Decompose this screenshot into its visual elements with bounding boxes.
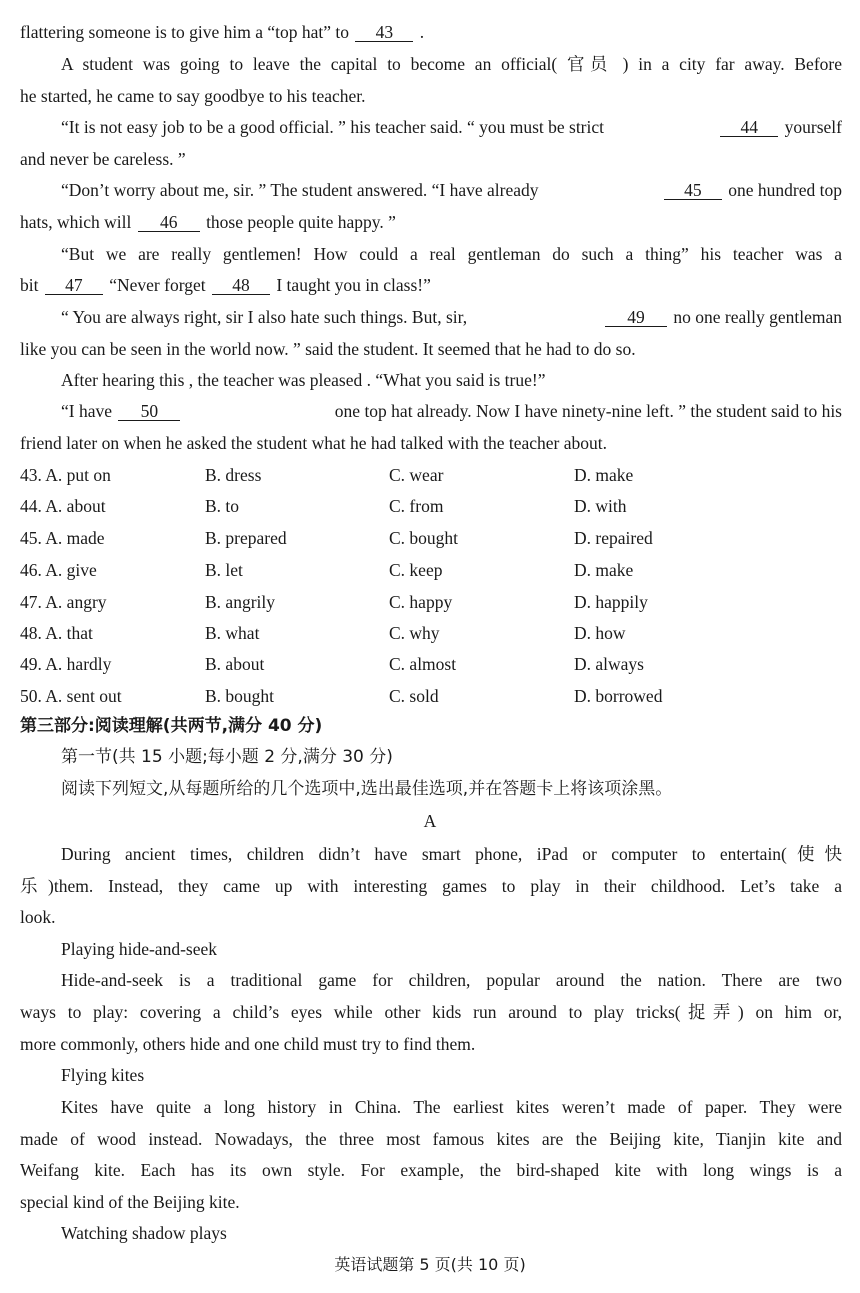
option-d: D. make [574,465,634,485]
option-c: C. why [389,623,440,643]
text-segment: “Don’t worry about me, sir. ” The student answered. “I have already [61,180,539,200]
option-row-49 [20,654,842,676]
option-row-50 [20,686,842,708]
passage-line: After hearing this , the teacher was pleased . “What you said is true!” [61,370,546,390]
option-a: 46. A. give [20,560,97,580]
text-segment: flattering someone is to give him a “top hat” to [20,22,350,42]
passage-line: look. [20,907,56,927]
option-c: C. bought [389,528,459,548]
text-segment: one top hat already. Now I have ninety-nine left. ” the student said to his [334,401,842,421]
passage-line: Hide-and-seek is a traditional game for children, popular around the nation. There are two [61,970,842,990]
text-segment: “I have [61,401,113,421]
option-c: C. keep [389,560,443,580]
blank-50: 50 [118,402,180,421]
option-a: 44. A. about [20,496,106,516]
text-segment: one hundred top [728,180,842,200]
text-segment: “It is not easy job to be a good official. ” his teacher said. “ you must be strict [61,117,605,137]
blank-48: 48 [212,276,270,295]
text-segment: bit [20,275,39,295]
passage-line: Weifang kite. Each has its own style. For example, the bird-shaped kite with long wings is a [20,1160,842,1180]
passage-subheading: Playing hide-and-seek [61,939,217,959]
option-c: C. happy [389,592,453,612]
option-b: B. angrily [205,592,275,612]
option-row-48 [20,623,842,645]
passage-line [61,401,842,421]
passage-line: “But we are really gentlemen! How could a real gentleman do such a thing” his teacher was a [61,244,842,264]
passage-line: made of wood instead. Nowadays, the three most famous kites are the Beijing kite, Tianjin kite and [20,1129,842,1149]
option-d: D. make [574,560,634,580]
text-segment: “Never forget [109,275,206,295]
text-segment: hats, which will [20,212,132,232]
passage-line: friend later on when he asked the student what he had talked with the teacher about. [20,433,608,453]
option-c: C. almost [389,654,457,674]
blank-49: 49 [605,308,667,327]
passage-line: like you can be seen in the world now. ” said the student. It seemed that he had to do so. [20,339,636,359]
passage-line [20,22,842,42]
passage-line: Kites have quite a long history in China. The earliest kites weren’t made of paper. They were [61,1097,842,1117]
passage-line [61,180,842,200]
text-segment: “ You are always right, sir I also hate such things. But, sir, [61,307,468,327]
option-c: C. from [389,496,444,516]
option-d: D. with [574,496,627,516]
passage-line: he started, he came to say goodbye to his teacher. [20,86,366,106]
passage-line [20,212,842,232]
option-row-47 [20,592,842,614]
passage-line [61,307,842,327]
option-b: B. dress [205,465,262,485]
blank-44: 44 [720,118,778,137]
option-b: B. about [205,654,265,674]
option-b: B. what [205,623,260,643]
option-row-44 [20,496,842,518]
passage-letter: A [423,811,437,831]
text-segment: yourself [784,117,842,137]
blank-45: 45 [664,181,722,200]
option-d: D. always [574,654,644,674]
passage-line [20,275,842,295]
passage-line: special kind of the Beijing kite. [20,1192,240,1212]
option-d: D. repaired [574,528,653,548]
blank-46: 46 [138,213,200,232]
option-a: 47. A. angry [20,592,107,612]
option-d: D. borrowed [574,686,663,706]
option-a: 45. A. made [20,528,105,548]
option-b: B. bought [205,686,275,706]
option-a: 50. A. sent out [20,686,122,706]
option-d: D. happily [574,592,648,612]
option-c: C. wear [389,465,444,485]
page-footer: 英语试题第 5 页(共 10 页) [334,1255,526,1274]
text-segment: I taught you in class!” [276,275,431,295]
option-a: 43. A. put on [20,465,111,485]
passage-line: During ancient times, children didn’t have smart phone, iPad or computer to entertain(使快 [61,844,842,864]
option-b: B. prepared [205,528,287,548]
text-segment: . [419,22,425,42]
option-a: 49. A. hardly [20,654,112,674]
passage-subheading: Flying kites [61,1065,145,1085]
passage-line: more commonly, others hide and one child must try to find them. [20,1034,476,1054]
option-c: C. sold [389,686,439,706]
text-segment: no one really gentleman [673,307,842,327]
section-heading: 第三部分:阅读理解(共两节,满分 40 分) [20,716,323,736]
option-b: B. to [205,496,240,516]
option-a: 48. A. that [20,623,93,643]
option-d: D. how [574,623,626,643]
passage-line: 乐)them. Instead, they came up with interesting games to play in their childhood. Let’s take a [20,876,842,896]
instructions: 阅读下列短文,从每题所给的几个选项中,选出最佳选项,并在答题卡上将该项涂黑。 [61,779,673,799]
blank-47: 47 [45,276,103,295]
option-row-43 [20,465,842,487]
passage-line: ways to play: covering a child’s eyes while other kids run around to play tricks(捉弄) on him or, [20,1002,842,1022]
option-row-46 [20,560,842,582]
blank-43: 43 [355,23,413,42]
subsection-heading: 第一节(共 15 小题;每小题 2 分,满分 30 分) [61,747,393,767]
text-segment: those people quite happy. ” [206,212,396,232]
passage-line [61,117,842,137]
passage-subheading: Watching shadow plays [61,1223,227,1243]
option-b: B. let [205,560,243,580]
option-row-45 [20,528,842,550]
passage-line: A student was going to leave the capital to become an official( 官员 ) in a city far away. Before [61,54,842,74]
passage-line: and never be careless. ” [20,149,186,169]
